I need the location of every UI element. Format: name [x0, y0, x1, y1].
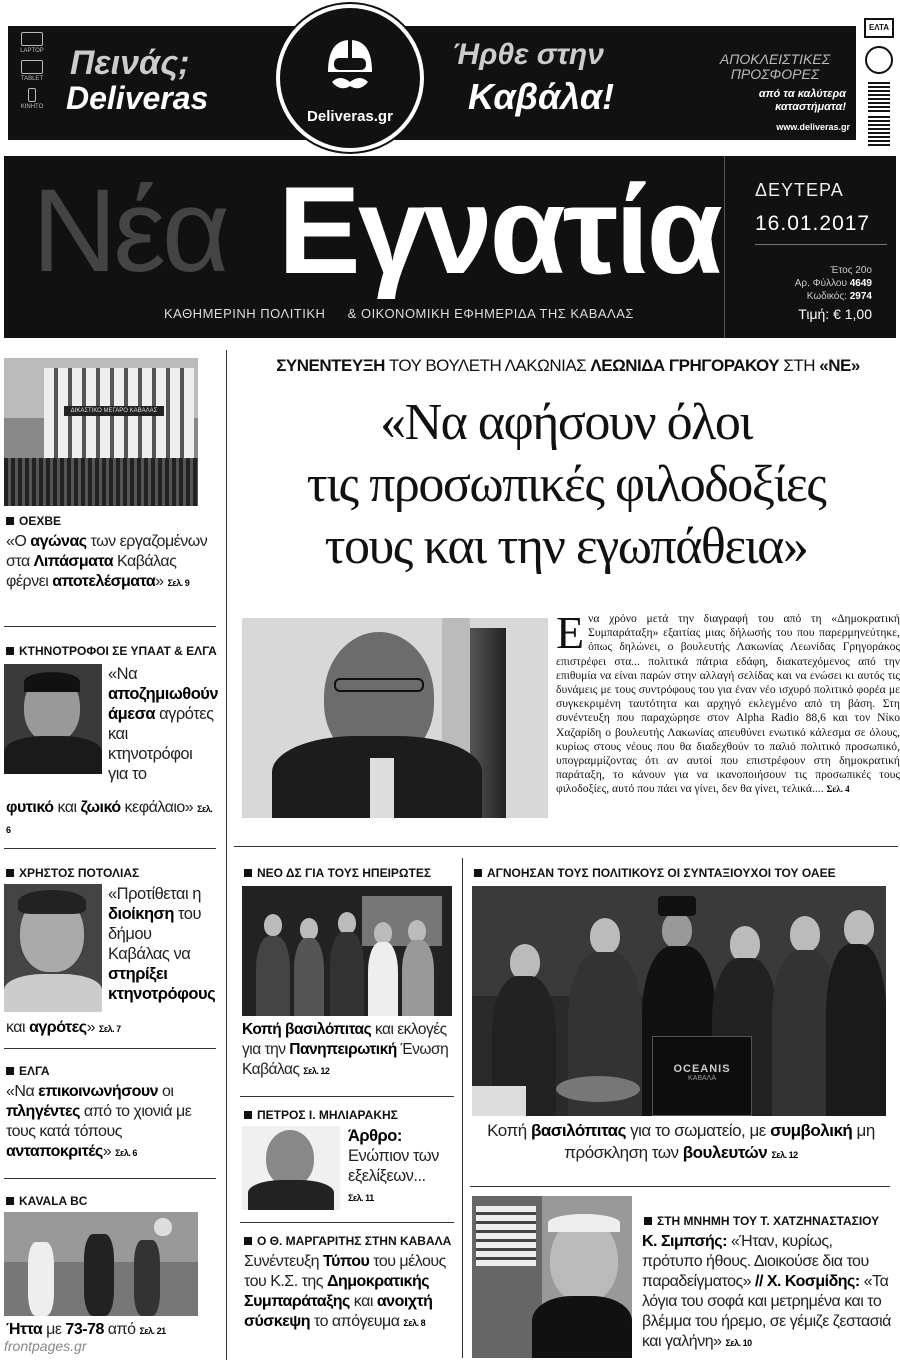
issue-info: [724, 156, 896, 338]
issue-date: 16.01.2017: [755, 212, 871, 235]
story-emphasis: αποτελέσματα: [52, 573, 156, 590]
page-ref: Σελ. 10: [725, 1338, 752, 1348]
story-text: μη πρόσκληση των: [564, 1121, 875, 1162]
story-text: και: [6, 1019, 30, 1036]
drop-cap: Ε: [556, 607, 585, 658]
story-emphasis: φυτικό: [6, 799, 54, 816]
masthead: [4, 156, 896, 338]
masthead-title-light: Νέα: [32, 165, 227, 297]
story-emphasis: αγώνας: [30, 533, 87, 550]
story-text: αγρότες και κτηνοτρόφοι για το: [108, 705, 214, 783]
story-emphasis: βασιλόπιτας: [530, 1121, 626, 1140]
podium: [652, 1036, 752, 1116]
story-text: «Να: [6, 1083, 39, 1100]
issue-meta: [795, 264, 872, 303]
divider: [240, 1096, 454, 1097]
section-label: ΠΕΤΡΟΣ Ι. ΜΗΛΙΑΡΑΚΗΣ: [244, 1108, 398, 1122]
courthouse-photo[interactable]: [4, 358, 198, 506]
section-label: ΑΓΝΟΗΣΑΝ ΤΟΥΣ ΠΟΛΙΤΙΚΟΥΣ ΟΙ ΣΥΝΤΑΞΙΟΥΧΟΙ ΤΟΥ ΟΑΕΕ: [474, 866, 836, 880]
ad-shops-text: από τα καλύτερα καταστήματα!: [758, 88, 846, 113]
story-epirotes[interactable]: [242, 1020, 456, 1081]
memorial-photo[interactable]: [472, 1196, 632, 1358]
issue-number-label: Αρ. Φύλλου: [794, 278, 847, 289]
story-text: από το χιονιά με τους κατά τόπους: [6, 1103, 192, 1140]
story-text: Ένωση Καβάλας: [242, 1041, 449, 1078]
story-emphasis: στηρίξει κτηνοτρόφους: [108, 965, 216, 1003]
story-potolias[interactable]: [108, 884, 216, 1004]
story-emphasis: ανταποκριτές: [6, 1143, 103, 1160]
elta-postage-mark: [862, 18, 896, 146]
issue-day: ΔΕΥΤΕΡΑ: [755, 180, 844, 200]
story-emphasis: Πανηπειρωτική: [289, 1041, 397, 1058]
kicker-text: ΣΤΗ: [779, 356, 820, 375]
story-emphasis: πληγέντες: [6, 1103, 80, 1120]
headline-line: τις προσωπικές φιλοδοξίες: [306, 456, 826, 513]
story-text: »: [102, 1143, 116, 1160]
story-text: «Να: [108, 665, 138, 683]
story-oexbe[interactable]: [6, 532, 216, 593]
section-label: ΧΡΗΣΤΟΣ ΠΟΤΟΛΙΑΣ: [6, 866, 139, 880]
story-text: οι: [158, 1083, 174, 1100]
page-ref: Σελ. 12: [303, 1066, 330, 1076]
watermark: frontpages.gr: [4, 1338, 87, 1354]
barcode-icon: [868, 82, 890, 112]
story-emphasis: αποζημιωθούν άμεσα: [108, 685, 219, 723]
story-text: Ενώπιον των εξελίξεων...: [348, 1147, 439, 1185]
issue-code: 2974: [849, 291, 872, 302]
page-ref: Σελ. 12: [771, 1150, 798, 1160]
kicker-emphasis: ΣΥΝΕΝΤΕΥΞΗ: [276, 356, 385, 375]
story-emphasis: Κοπή βασιλόπιτας: [242, 1021, 372, 1038]
story-margaritis[interactable]: [244, 1252, 454, 1333]
page-ref: Σελ. 6: [6, 804, 213, 835]
miliarakis-photo[interactable]: [242, 1126, 340, 1210]
masthead-title-bold: Εγνατία: [278, 162, 720, 300]
story-text: Κοπή: [487, 1121, 531, 1140]
story-emphasis: Χ. Κοσμίδης:: [762, 1273, 860, 1290]
story-text: «Ήταν, κυρίως, πρότυπο ήθους. Διοικούσε δια του παραδείγματος»: [642, 1233, 869, 1290]
lead-text: να χρόνο μετά την διαγραφή του από τη «Δημοκρατική Συμπαράταξη» εξαιτίας μιας δήλωσής του που παρερμηνεύτηκε, όπως δηλώνει, ο βουλευτής Λακωνίας Λεωνίδας Γρηγοράκος επιστρέφει στα... πολιτικά πάτρια εδάφη, διακατεχόμενος από την επιθυμία να είναι παρών στην αλλαγή σελίδας και να ενώσει κι αυτός τις δυνάμεις με τους συντρόφους του για έναν νέο ισχυρό πολιτικό φορέα με συγκεκριμένη ταυτότητα και αρχηγό εκλεγμένο από τη βάση. Στη συνέντευξη που παραχώρησε στον Alpha Radio 88,6 και τον Νίκο Χαζαρίδη ο βουλευτής Λακωνίας απευθύνει ενωτικό κάλεσμα σε όλους, κυρίως στους νέους που θα διαδεχθούν το παλιό πολιτικό προσωπικό, υπογραμμίζοντας ότι αν αυτοί που επιστρέφουν στη δημοκρατική παράταξη, το κάνουν για να ικανοποιήσουν τις προσωπικές τους φιλοδοξίες, αυτό που πάει να γίνει, δεν θα γίνει, τελικά....: [556, 612, 900, 796]
headline-line: «Να αφήσουν όλοι: [380, 394, 752, 451]
section-label: ΣΤΗ ΜΝΗΜΗ ΤΟΥ Τ. ΧΑΤΖΗΝΑΣΤΑΣΙΟΥ: [644, 1214, 879, 1228]
page-ref: Σελ. 7: [98, 1024, 121, 1034]
section-label: ΝΕΟ ΔΣ ΓΙΑ ΤΟΥΣ ΗΠΕΙΡΩΤΕΣ: [244, 866, 431, 880]
story-separator: //: [755, 1273, 763, 1290]
story-text: των εργαζομένων στα: [6, 533, 208, 570]
page-ref: Σελ. 8: [403, 1318, 426, 1328]
kicker-emphasis: «ΝΕ»: [819, 356, 860, 375]
story-text: του δήμου Καβάλας να: [108, 905, 201, 963]
headline-line: τους και την εγωπάθεια»: [324, 518, 808, 575]
issue-number: 4649: [849, 278, 872, 289]
story-text: και: [349, 1293, 377, 1310]
basketball-photo[interactable]: [4, 1212, 198, 1316]
story-potolias-cont[interactable]: [6, 1018, 216, 1039]
kicker-emphasis: ΛΕΩΝΙΔΑ ΓΡΗΓΟΡΑΚΟΥ: [590, 356, 780, 375]
section-label: KAVALA BC: [6, 1194, 87, 1208]
story-emphasis: Λιπάσματα: [33, 553, 114, 570]
story-text: «Προτίθεται η: [108, 885, 201, 903]
page-ref: Σελ. 6: [115, 1148, 137, 1158]
story-text: κεφάλαιο»: [120, 799, 198, 816]
podium-sub: ΚΑΒΑΛΑ: [687, 1075, 717, 1082]
ad-device-icons: [14, 32, 50, 132]
masthead-tagline: [164, 306, 634, 321]
helmet-mustache-icon: [320, 34, 380, 104]
elta-logo: ΕΛΤΑ: [864, 18, 894, 38]
divider: [4, 848, 216, 849]
issue-year: Έτος 20ο: [830, 265, 872, 276]
ad-hungry-text: Πεινάς;: [70, 44, 190, 82]
potolias-photo[interactable]: [4, 884, 102, 1012]
epirotes-photo[interactable]: [242, 886, 452, 1016]
divider: [4, 626, 216, 627]
story-emphasis: Δημοκρατικής Συμπαράταξης: [244, 1273, 430, 1310]
ad-came-text: Ήρθε στην: [452, 38, 604, 71]
page-ref: Σελ. 9: [167, 578, 190, 588]
story-livestock[interactable]: [108, 664, 219, 784]
ad-city-text: Καβάλα!: [468, 76, 615, 117]
story-miliarakis[interactable]: [348, 1126, 456, 1208]
section-label: Ο Θ. ΜΑΡΓΑΡΙΤΗΣ ΣΤΗΝ ΚΑΒΑΛΑ: [244, 1234, 451, 1248]
story-text: από: [103, 1321, 136, 1338]
phone-icon: ΚΙΝΗΤΟ: [14, 88, 50, 110]
story-text: »: [86, 1019, 99, 1036]
main-kicker: [240, 356, 896, 376]
tagline-part: ΚΑΘΗΜΕΡΙΝΗ ΠΟΛΙΤΙΚΗ: [164, 306, 326, 321]
page-ref: Σελ. 11: [348, 1193, 374, 1203]
ad-logo-circle[interactable]: [276, 4, 424, 152]
story-text: «Ο: [6, 533, 31, 550]
column-divider: [462, 858, 463, 1358]
story-text: »: [155, 573, 168, 590]
story-text: του μέλους του Κ.Σ. της: [244, 1253, 446, 1290]
story-emphasis: διοίκηση: [108, 905, 174, 923]
divider: [234, 846, 898, 847]
story-oaee[interactable]: [472, 1120, 890, 1166]
main-lead[interactable]: [556, 607, 900, 797]
divider: [4, 1048, 216, 1049]
advertisement-banner[interactable]: [0, 0, 900, 148]
page-ref: Σελ. 21: [139, 1326, 166, 1336]
tablet-icon: TABLET: [14, 60, 50, 82]
kicker-text: ΤΟΥ ΒΟΥΛΕΤΗ ΛΑΚΩΝΙΑΣ: [384, 356, 591, 375]
podium-logo: OCEANIS: [673, 1063, 731, 1075]
issue-code-label: Κωδικός:: [806, 291, 847, 302]
story-text: και εκλογές για την: [242, 1021, 447, 1058]
story-emphasis: ζωικό: [80, 799, 121, 816]
divider: [755, 244, 887, 245]
barcode-icon: [868, 116, 890, 146]
ad-site-text: Deliveras.gr: [307, 108, 393, 125]
seal-icon: [865, 46, 893, 74]
story-elga[interactable]: [6, 1082, 218, 1163]
grigorakos-photo[interactable]: [242, 618, 548, 818]
story-text: Καβάλας φέρνει: [6, 553, 177, 590]
issue-price: Τιμή: € 1,00: [798, 306, 872, 322]
divider: [470, 1186, 890, 1187]
ad-brand-text: Deliveras: [66, 80, 209, 116]
story-emphasis: αγρότες: [29, 1019, 87, 1036]
tagline-part: & ΟΙΚΟΝΟΜΙΚΗ ΕΦΗΜΕΡΙΔΑ ΤΗΣ ΚΑΒΑΛΑΣ: [347, 306, 634, 321]
divider: [240, 1222, 454, 1223]
story-emphasis: ανοιχτή σύσκεψη: [244, 1293, 433, 1330]
story-emphasis: Ήττα: [6, 1321, 43, 1338]
section-label: ΚΤΗΝΟΤΡΟΦΟΙ ΣΕ ΥΠΑΑΤ & ΕΛΓΑ: [6, 644, 217, 658]
oaee-photo[interactable]: [472, 886, 886, 1116]
laptop-icon: LAPTOP: [14, 32, 50, 54]
story-text: για το σωματείο, με: [625, 1121, 771, 1140]
farmer-photo[interactable]: [4, 664, 102, 774]
story-emphasis: συμβολική: [770, 1121, 853, 1140]
ad-url-link[interactable]: www.deliveras.gr: [776, 122, 850, 132]
story-text: με: [42, 1321, 66, 1338]
ad-offers-text: ΑΠΟΚΛΕΙΣΤΙΚΕΣ ΠΡΟΣΦΟΡΕΣ: [719, 51, 831, 82]
building-sign: ΔΙΚΑΣΤΙΚΟ ΜΕΓΑΡΟ ΚΑΒΑΛΑΣ: [64, 406, 164, 416]
divider: [4, 1178, 216, 1179]
main-headline[interactable]: [226, 392, 900, 578]
story-text: Συνέντευξη: [244, 1253, 323, 1270]
story-emphasis: επικοινωνήσουν: [38, 1083, 159, 1100]
story-memorial[interactable]: [642, 1232, 894, 1353]
section-label: ΕΛΓΑ: [6, 1064, 50, 1078]
story-text: το απόγευμα: [310, 1313, 404, 1330]
story-emphasis: 73-78: [65, 1321, 104, 1338]
story-text: «Τα λόγια του σοφά και μετρημένα και το βλέμμα του ήρεμο, σε γέμιζε ζεστασιά και γαλήνη»: [642, 1273, 891, 1350]
story-livestock-cont[interactable]: [6, 798, 216, 840]
story-emphasis: Τύπου: [322, 1253, 370, 1270]
story-emphasis: βουλευτών: [682, 1143, 768, 1162]
section-label: ΟΕΧΒΕ: [6, 514, 61, 528]
story-emphasis: Κ. Σιμπσής:: [642, 1233, 727, 1250]
page-ref: Σελ. 4: [826, 784, 850, 795]
story-text: και: [53, 799, 81, 816]
story-emphasis: Άρθρο:: [348, 1127, 402, 1145]
